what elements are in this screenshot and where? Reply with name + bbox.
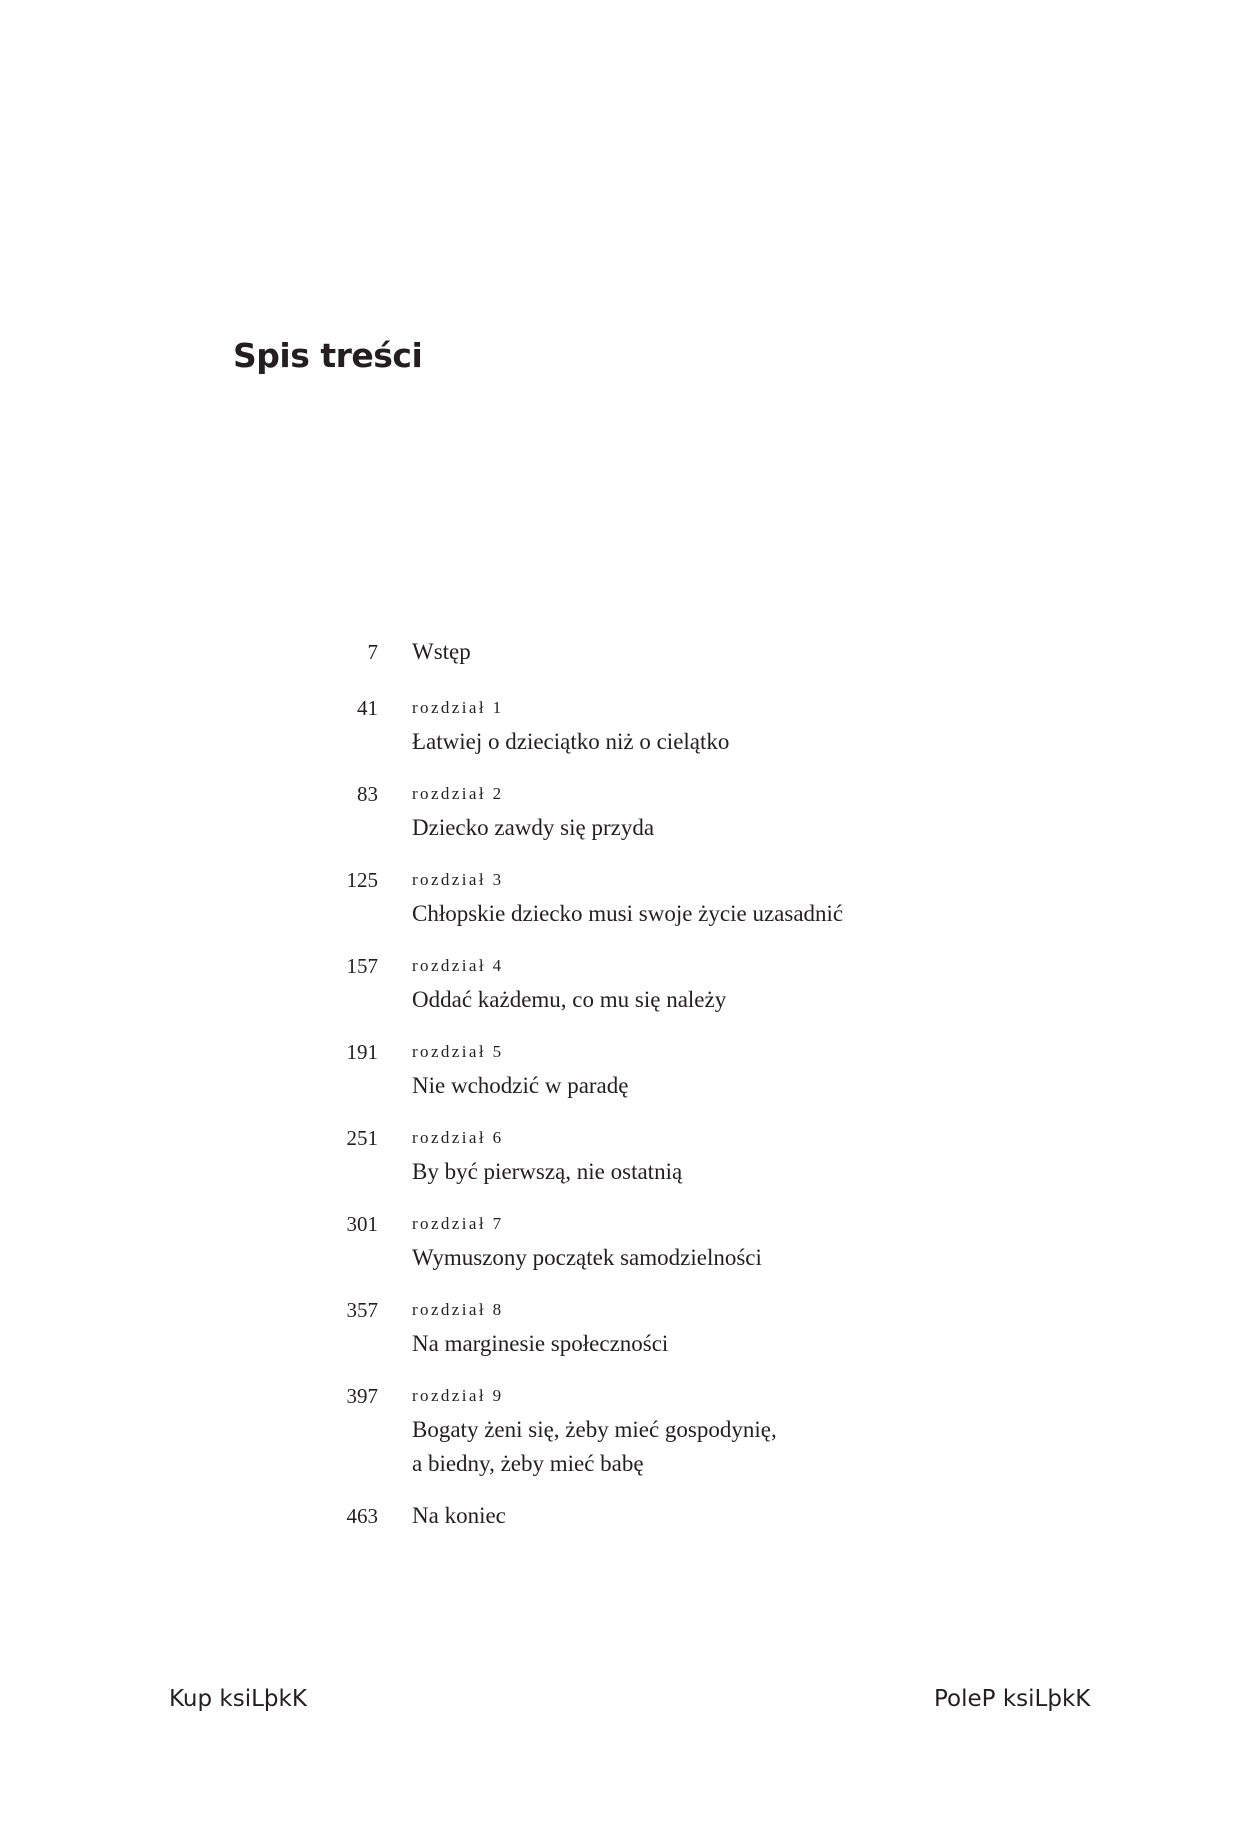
toc-chapter-label: rozdział 8 [412, 1300, 504, 1319]
toc-entry-title: Na koniec [412, 1503, 506, 1528]
toc-entry-chapter-6 [300, 1121, 1000, 1189]
table-of-contents [300, 635, 1000, 1555]
toc-page-number: 125 [346, 868, 378, 892]
page-title: Spis treści [233, 336, 423, 375]
recommend-book-link[interactable]: PoleP ksiLþkK [934, 1686, 1091, 1712]
toc-chapter-label: rozdział 7 [412, 1214, 504, 1233]
toc-chapter-label: rozdział 9 [412, 1386, 504, 1405]
toc-entry-conclusion [300, 1499, 1000, 1533]
toc-entry-chapter-2 [300, 777, 1000, 845]
toc-entry-title-line-2: a biedny, żeby mieć babę [412, 1451, 644, 1476]
toc-entry-chapter-1 [300, 691, 1000, 759]
toc-entry-body [412, 1379, 1000, 1481]
toc-chapter-label: rozdział 5 [412, 1042, 504, 1061]
toc-entry-chapter-3 [300, 863, 1000, 931]
toc-page-number: 397 [346, 1384, 378, 1408]
toc-entry-title: Wstęp [412, 639, 471, 664]
toc-entry-title: Oddać każdemu, co mu się należy [412, 987, 727, 1012]
toc-page-number: 41 [357, 696, 378, 720]
toc-entry-title: Nie wchodzić w paradę [412, 1073, 629, 1098]
toc-entry-title: Wymuszony początek samodzielności [412, 1245, 762, 1270]
toc-entry-title: Bogaty żeni się, żeby mieć gospodynię, [412, 1417, 777, 1442]
toc-entry-title: Na marginesie społeczności [412, 1331, 669, 1356]
toc-chapter-label: rozdział 1 [412, 698, 504, 717]
toc-chapter-label: rozdział 6 [412, 1128, 504, 1147]
toc-entry-title: Chłopskie dziecko musi swoje życie uzasadnić [412, 901, 844, 926]
toc-entry-title: Łatwiej o dzieciątko niż o cielątko [412, 729, 730, 754]
toc-entry-chapter-5 [300, 1035, 1000, 1103]
toc-entry-title: Dziecko zawdy się przyda [412, 815, 655, 840]
toc-entry-body [412, 1293, 1000, 1361]
toc-entry-body [412, 863, 1000, 931]
toc-entry-body [412, 1207, 1000, 1275]
toc-entry-chapter-8 [300, 1293, 1000, 1361]
toc-entry-body [412, 949, 1000, 1017]
toc-entry-body [412, 1121, 1000, 1189]
toc-page-number: 7 [367, 640, 378, 664]
toc-page-number: 357 [346, 1298, 378, 1322]
toc-chapter-label: rozdział 4 [412, 956, 504, 975]
toc-page-number: 83 [357, 782, 378, 806]
toc-page-number: 463 [346, 1504, 378, 1528]
toc-entry-introduction [300, 635, 1000, 669]
toc-chapter-label: rozdział 2 [412, 784, 504, 803]
buy-book-link[interactable]: Kup ksiLþkK [169, 1686, 307, 1712]
toc-entry-body [412, 635, 1000, 669]
toc-page-number: 157 [346, 954, 378, 978]
toc-entry-body [412, 1035, 1000, 1103]
toc-page-number: 251 [346, 1126, 378, 1150]
toc-page-number: 301 [346, 1212, 378, 1236]
toc-chapter-label: rozdział 3 [412, 870, 504, 889]
toc-entry-title: By być pierwszą, nie ostatnią [412, 1159, 683, 1184]
toc-entry-chapter-7 [300, 1207, 1000, 1275]
toc-page-number: 191 [346, 1040, 378, 1064]
toc-entry-chapter-9 [300, 1379, 1000, 1481]
toc-entry-chapter-4 [300, 949, 1000, 1017]
toc-entry-body [412, 777, 1000, 845]
toc-entry-body [412, 1499, 1000, 1533]
toc-entry-body [412, 691, 1000, 759]
